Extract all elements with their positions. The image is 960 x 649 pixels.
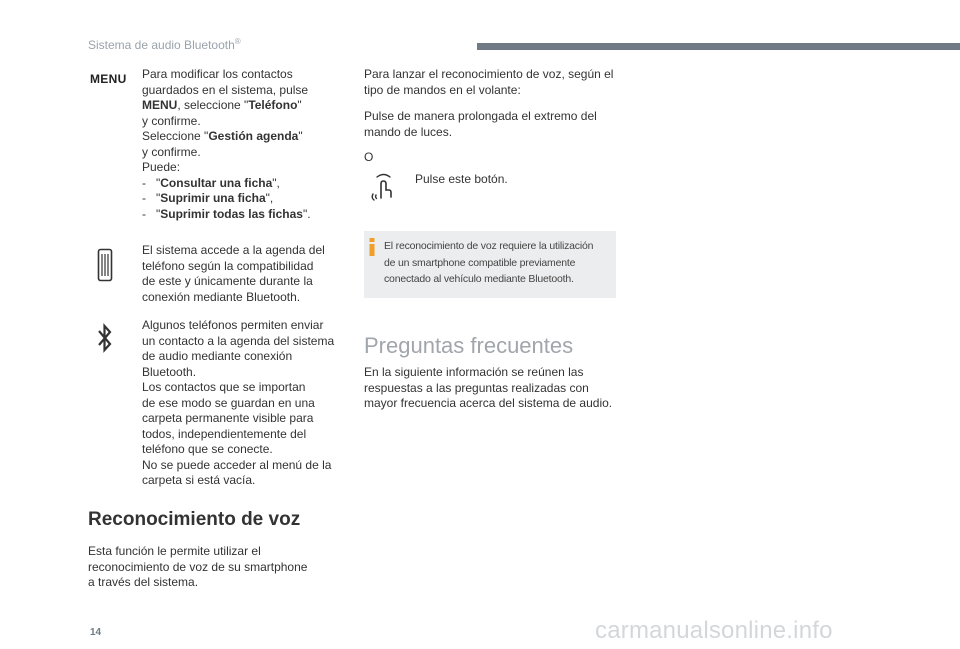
text-line: y confirme. (142, 144, 201, 159)
text-line: reconocimiento de voz de su smartphone (88, 559, 308, 574)
text-line: Para lanzar el reconocimiento de voz, según el (364, 67, 614, 81)
text-line: conectado al vehículo mediante Bluetooth. (384, 273, 574, 285)
text-line: Puede: (142, 160, 181, 174)
phone-icon (97, 248, 113, 287)
faq-intro-paragraph (364, 365, 612, 412)
text-line: teléfono según la compatibilidad (142, 258, 314, 273)
text-line: conexión mediante Bluetooth. (142, 289, 301, 304)
text-line: de ese modo se guardan en una (142, 395, 315, 410)
page-header-title (88, 37, 241, 52)
menu-icon: MENU (90, 72, 127, 86)
or-text: O (364, 150, 374, 164)
text-line: En la siguiente información se reúnen las (364, 365, 584, 379)
option-line (142, 191, 311, 207)
text: - " (142, 191, 161, 205)
bold-text: Consultar una ficha (160, 175, 273, 190)
text-line: mayor frecuencia acerca del sistema de audio. (364, 396, 613, 410)
text: ". (302, 206, 311, 221)
option-line (142, 207, 311, 223)
bluetooth-paragraph (142, 318, 334, 489)
text-line: de audio mediante conexión (142, 349, 293, 363)
text: - " (142, 175, 161, 190)
text: " (298, 129, 303, 143)
button-instruction: Pulse este botón. (415, 172, 508, 186)
text: , seleccione " (177, 98, 249, 112)
bold-text: Teléfono (248, 98, 298, 112)
watermark: carmanualsonline.info (595, 617, 833, 644)
text-line: mando de luces. (364, 124, 453, 139)
text-line: de un smartphone compatible previamente (384, 256, 576, 269)
text-line: todos, independientemente del (142, 426, 307, 441)
option-line (142, 176, 311, 192)
text-line: un contacto a la agenda del sistema (142, 333, 335, 348)
voice-button-icon (368, 172, 398, 209)
header-title-text: Sistema de audio Bluetooth (88, 38, 235, 52)
text: - " (142, 206, 161, 221)
text-line: Algunos teléfonos permiten enviar (142, 318, 324, 332)
text-line: y confirme. (142, 113, 201, 128)
text-line: El reconocimiento de voz requiere la utilización (384, 240, 594, 252)
text: ", (272, 175, 280, 190)
info-icon (369, 238, 374, 261)
text-line: Esta función le permite utilizar el (88, 544, 261, 558)
text-line: Los contactos que se importan (142, 380, 306, 394)
voice-intro-paragraph (88, 544, 307, 591)
text-line: Pulse de manera prolongada el extremo del (364, 109, 597, 123)
text-line: teléfono que se conecte. (142, 442, 273, 456)
voice-launch-paragraph (364, 67, 613, 98)
text-line: guardados en el sistema, pulse (142, 82, 309, 97)
text-line: No se puede acceder al menú de la (142, 457, 332, 472)
bluetooth-icon (96, 323, 114, 358)
menu-instructions (142, 67, 311, 222)
phone-paragraph (142, 243, 325, 305)
header-bar (477, 43, 960, 50)
text-line: de este y únicamente durante la (142, 274, 313, 288)
text-line: carpeta permanente visible para (142, 411, 314, 425)
bold-text: Suprimir todas las fichas (160, 206, 303, 221)
text-line: a través del sistema. (88, 575, 199, 589)
text-line: Bluetooth. (142, 364, 197, 379)
text-line: Para modificar los contactos (142, 67, 293, 81)
registered-mark: ® (234, 37, 241, 46)
light-stalk-paragraph (364, 109, 597, 140)
text-line: El sistema accede a la agenda del (142, 243, 325, 257)
bold-text: Suprimir una ficha (160, 191, 266, 205)
text-line: carpeta si está vacía. (142, 473, 256, 487)
section-title-faq: Preguntas frecuentes (364, 333, 574, 358)
text: " (297, 98, 302, 112)
bold-text: MENU (142, 98, 178, 112)
text-line: respuestas a las preguntas realizadas con (364, 380, 589, 395)
page-number: 14 (90, 627, 102, 638)
text: Seleccione " (142, 129, 209, 143)
text-line (142, 98, 311, 114)
section-title-voice: Reconocimiento de voz (88, 509, 301, 530)
text-line: tipo de mandos en el volante: (364, 82, 521, 97)
text: ", (265, 191, 274, 205)
info-note-text (384, 238, 593, 288)
text-line (142, 129, 311, 145)
bold-text: Gestión agenda (208, 129, 299, 143)
